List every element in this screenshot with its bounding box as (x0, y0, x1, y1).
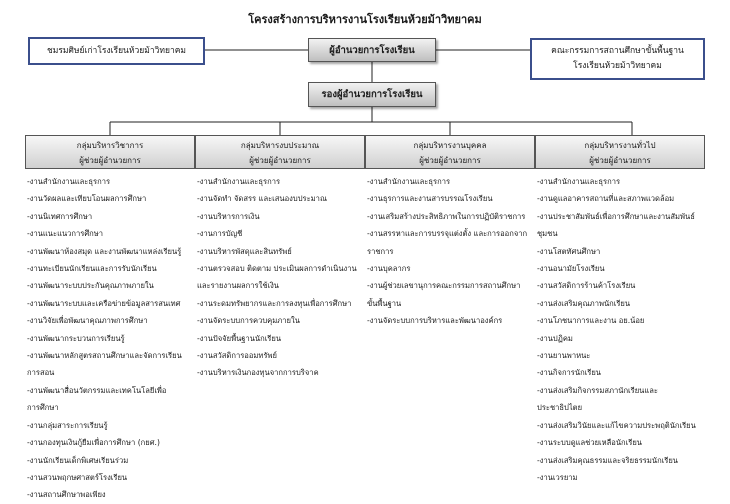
task-item: -งานบริหารเงินกองทุนจากการบริจาค (197, 368, 319, 378)
task-item: -งานแนะแนวการศึกษา (27, 229, 104, 239)
task-item: -งานระดมทรัพยากรและการลงทุนเพื่อการศึกษา (197, 298, 352, 308)
task-item: -งานส่งเสริมวินัยและแก้ไขความประพฤตินักเรียน (537, 420, 696, 430)
group-name: กลุ่มบริหารงานบุคคล (413, 141, 487, 150)
task-item: การสอน (27, 368, 55, 378)
task-item: -งานจัดระบบการบริหารและพัฒนาองค์กร (367, 316, 503, 326)
group-name: กลุ่มบริหารวิชาการ (76, 141, 144, 150)
task-item: -งานผู้ช่วยเลขานุการคณะกรรมการสถานศึกษา (367, 281, 521, 291)
task-item: -งานโภชนาการและงาน อย.น้อย (537, 316, 645, 326)
task-item: -งานสำนักงานและธุรการ (537, 177, 621, 186)
task-item: -งานดูแลอาคารสถานที่และสภาพแวดล้อม (537, 194, 675, 204)
director-box: ผู้อำนวยการโรงเรียน (308, 38, 436, 62)
task-item: -งานจัดระบบการควบคุมภายใน (197, 316, 300, 326)
task-item: -งานพัฒนาหลักสูตรสถานศึกษาและจัดการเรียน (27, 351, 182, 361)
task-item: -งานพัฒนาระบบและเครือข่ายข้อมูลสารสนเทศ (27, 298, 181, 308)
group-budget-tasks (197, 173, 357, 382)
task-item: -งานสำนักงานและธุรการ (367, 177, 451, 186)
task-item: -งานส่งเสริมคุณธรรมและจริยธรรมนักเรียน (537, 455, 678, 465)
school-board-line1: คณะกรรมการสถานศึกษาขั้นพื้นฐาน (551, 46, 684, 56)
task-item: -งานบริหารพัสดุและสินทรัพย์ (197, 246, 292, 256)
task-item: -งานสำนักงานและธุรการ (197, 177, 281, 186)
task-item: -งานสวัสดิการร้านค้าโรงเรียน (537, 281, 636, 291)
task-item: -งานพัฒนาระบบประกันคุณภาพภายใน (27, 281, 154, 291)
task-item: -งานสวัสดิการออมทรัพย์ (197, 351, 277, 361)
group-personnel-tasks (367, 173, 527, 330)
task-item: -งานสวนพฤกษศาสตร์โรงเรียน (27, 472, 128, 482)
task-item: -งานพัฒนาสื่อนวัตกรรมและเทคโนโลยีเพื่อ (27, 385, 167, 395)
task-item: -งานจัดทำ จัดสรร และเสนองบประมาณ (197, 194, 327, 204)
group-sub: ผู้ช่วยผู้อำนวยการ (249, 156, 311, 165)
task-item: ราชการ (367, 246, 394, 256)
task-item: -งานนิเทศการศึกษา (27, 211, 93, 221)
group-general-header (535, 135, 705, 169)
task-item: -งานบริหารการเงิน (197, 211, 260, 221)
task-item: และรายงานผลการใช้เงิน (197, 281, 279, 291)
group-general-tasks (537, 173, 696, 486)
deputy-box: รองผู้อำนวยการโรงเรียน (308, 82, 436, 107)
task-item: -งานตรวจสอบ ติดตาม ประเมินผลการดำเนินงาน (197, 264, 357, 274)
task-item: -งานวัดผลและเทียบโอนผลการศึกษา (27, 194, 147, 204)
task-item: -งานประชาสัมพันธ์เพื่อการศึกษาและงานสัมพันธ์ (537, 211, 695, 221)
task-item: -งานระบบดูแลช่วยเหลือนักเรียน (537, 438, 642, 448)
task-item: -งานบุคลากร (367, 264, 411, 274)
group-sub: ผู้ช่วยผู้อำนวยการ (589, 156, 651, 165)
task-item: -งานพัฒนาห้องสมุด และงานพัฒนาแหล่งเรียนรู้ (27, 246, 182, 256)
task-item: -งานส่งเสริมคุณภาพนักเรียน (537, 298, 631, 308)
task-item: -งานปัจจัยพื้นฐานนักเรียน (197, 333, 282, 343)
task-item: -งานกิจการนักเรียน (537, 368, 601, 378)
alumni-club-box: ชมรมศิษย์เก่าโรงเรียนห้วยม้าวิทยาคม (28, 37, 205, 65)
group-academic-tasks (27, 173, 182, 504)
task-item: -งานโสตทัศนศึกษา (537, 246, 601, 256)
task-item: -งานส่งเสริมกิจกรรมสภานักเรียนและ (537, 385, 659, 395)
task-item: -งานสำนักงานและธุรการ (27, 177, 111, 186)
group-name: กลุ่มบริหารงานทั่วไป (584, 141, 656, 150)
group-sub: ผู้ช่วยผู้อำนวยการ (419, 156, 481, 165)
school-board-box (530, 38, 705, 80)
task-item: -งานกองทุนเงินกู้ยืมเพื่อการศึกษา (กยศ.) (27, 438, 160, 448)
task-item: -งานการบัญชี (197, 229, 243, 239)
group-academic-header (25, 135, 195, 169)
task-item: -งานวิจัยเพื่อพัฒนาคุณภาพการศึกษา (27, 316, 148, 326)
task-item: -งานนักเรียนเด็กพิเศษเรียนร่วม (27, 455, 129, 465)
chart-title: โครงสร้างการบริหารงานโรงเรียนห้วยม้าวิทยาคม (248, 13, 482, 26)
task-item: -งานเสริมสร้างประสิทธิภาพในการปฏิบัติราชการ (367, 211, 526, 221)
task-item: -งานทะเบียนนักเรียนและการรับนักเรียน (27, 264, 157, 274)
task-item: -งานสรรหาและการบรรจุแต่งตั้ง และการออกจาก (367, 229, 528, 239)
task-item: -งานอนามัยโรงเรียน (537, 264, 605, 274)
task-item: ขั้นพื้นฐาน (367, 298, 402, 308)
task-item: ชุมชน (537, 229, 558, 239)
group-budget-header (195, 135, 365, 169)
task-item: -งานเวรยาม (537, 472, 578, 482)
group-sub: ผู้ช่วยผู้อำนวยการ (79, 156, 141, 165)
group-personnel-header (365, 135, 535, 169)
task-item: -งานปฏิคม (537, 333, 573, 343)
task-item: -งานยานพาหนะ (537, 351, 591, 361)
task-item: การศึกษา (27, 403, 59, 413)
task-item: -งานธุรการและงานสารบรรณโรงเรียน (367, 194, 493, 204)
group-name: กลุ่มบริหารงบประมาณ (240, 141, 320, 150)
task-item: -งานกลุ่มสาระการเรียนรู้ (27, 420, 108, 430)
school-board-line2: โรงเรียนห้วยม้าวิทยาคม (573, 61, 662, 71)
task-item: -งานสถานศึกษาพอเพียง (27, 490, 106, 500)
task-item: ประชาธิปไตย (537, 403, 583, 413)
task-item: -งานพัฒนากระบวนการเรียนรู้ (27, 333, 125, 343)
